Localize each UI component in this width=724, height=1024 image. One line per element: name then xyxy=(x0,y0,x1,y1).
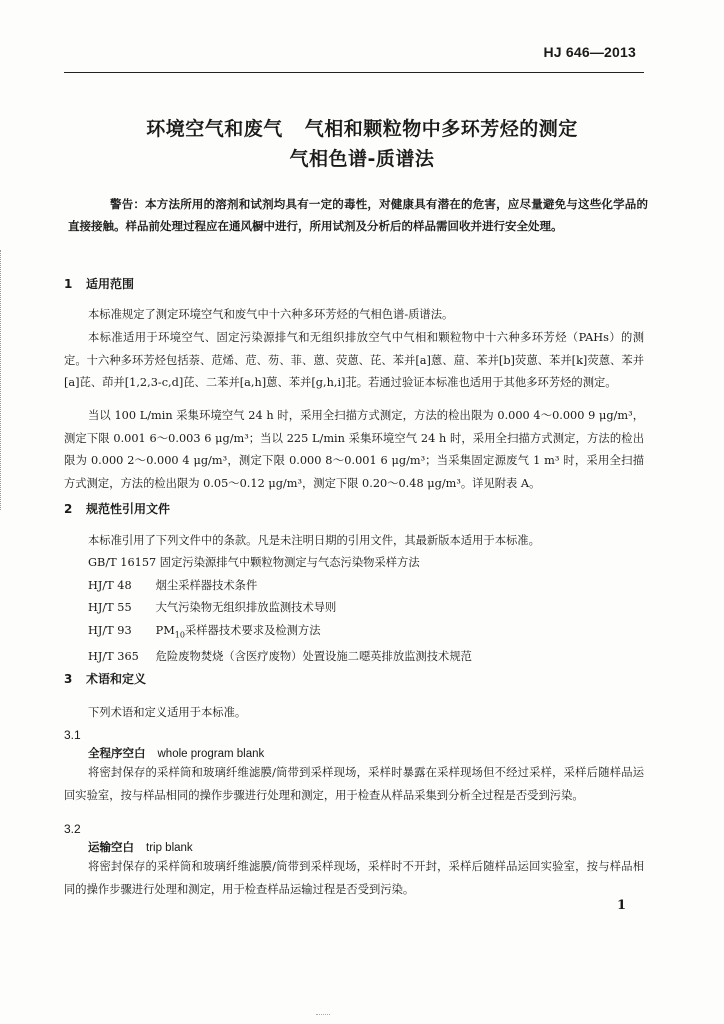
ref-code: HJ/T 365 xyxy=(88,650,139,664)
ref-code: GB/T 16157 xyxy=(88,556,157,569)
term-heading xyxy=(88,745,264,761)
section-heading-2 xyxy=(64,500,170,517)
section-number: 2 xyxy=(64,502,73,516)
section1-para2: 本标准适用于环境空气、固定污染源排气和无组织排放空气中气相和颗粒物中十六种多环芳烃（PAHs）的测定。十六种多环芳烃包括萘、苊烯、苊、芴、菲、蒽、荧蒽、芘、苯并[a]蒽、䓛、苯并[b]荧蒽、苯并[k]荧蒽、苯并[a]芘、茚并[1,2,3-c,d]芘、二苯并[a,h]蒽、苯并[g,h,i]苝。若通过验证本标准也适用于其他多环芳烃的测定。 xyxy=(64,331,644,389)
term-number: 3.1 xyxy=(64,728,81,742)
term-en: whole program blank xyxy=(157,748,265,760)
reference-list xyxy=(88,552,648,669)
ref-code: HJ/T 48 xyxy=(88,578,132,592)
reference-item xyxy=(88,597,648,620)
ref-code: HJ/T 93 xyxy=(88,623,132,637)
document-title-line2: 气相色谱-质谱法 xyxy=(289,148,435,170)
section-heading-1 xyxy=(64,275,134,292)
section3-intro: 下列术语和定义适用于本标准。 xyxy=(88,706,247,719)
ref-title: 大气污染物无组织排放监测技术导则 xyxy=(155,601,337,614)
section-title: 术语和定义 xyxy=(86,672,147,686)
header-rule xyxy=(64,72,644,73)
title-part-a: 环境空气和废气 xyxy=(146,118,283,140)
reference-item xyxy=(88,620,648,647)
term-definition: 将密封保存的采样筒和玻璃纤维滤膜/筒带到采样现场，采样时暴露在采样现场但不经过采样，采样后随样品运回实验室，按与样品相同的操作步骤进行处理和测定，用于检查从样品采集到分析全过程是否受到污染。 xyxy=(64,766,644,802)
page-number: 1 xyxy=(616,898,626,913)
reference-item xyxy=(88,552,648,575)
term-number: 3.2 xyxy=(64,822,81,836)
ref-title: $PM_{10}$采样器技术要求及检测方法 xyxy=(155,623,321,639)
reference-item xyxy=(88,646,648,669)
term-zh: 运输空白 xyxy=(88,840,134,854)
ref-code: HJ/T 55 xyxy=(88,601,132,614)
section2-intro: 本标准引用了下列文件中的条款。凡是未注明日期的引用文件，其最新版本适用于本标准。 xyxy=(88,534,540,547)
section1-para1: 本标准规定了测定环境空气和废气中十六种多环芳烃的气相色谱-质谱法。 xyxy=(88,308,454,321)
section-heading-3 xyxy=(64,670,146,687)
ref-title: 固定污染源排气中颗粒物测定与气态污染物采样方法 xyxy=(159,556,420,569)
section-number: 1 xyxy=(64,277,73,291)
term-definition: 将密封保存的采样筒和玻璃纤维滤膜/筒带到采样现场，采样时不开封，采样后随样品运回实验室，按与样品相同的操作步骤进行处理和测定，用于检查样品运输过程是否受到污染。 xyxy=(64,860,644,896)
term-zh: 全程序空白 xyxy=(88,746,146,760)
standard-number: HJ 646—2013 xyxy=(543,44,636,60)
section1-para3: 当以 100 L/min 采集环境空气 24 h 时，采用全扫描方式测定，方法的检出限为 0.000 4～0.000 9 μg/m³，测定下限 0.001 6～0.003 6 μg/m³；当以 225 L/min 采集环境空气 24 h 时，采用全扫描方式测定，方法的检出限为 0.000 2～0.000 4 μg/m³，测定下限 0.000 8～0.001 6 μg/m³；当采集固定源废气 1 m³ 时，采用全扫描方式测定，方法的检出限为 0.05～0.12 μg/m³，测定下限 0.20～0.48 μg/m³。详见附表 A。 xyxy=(64,409,644,490)
term-heading xyxy=(88,839,193,855)
title-part-b: 气相和颗粒物中多环芳烃的测定 xyxy=(304,118,578,140)
section-number: 3 xyxy=(64,672,73,686)
warning-notice: 警告：本方法所用的溶剂和试剂均具有一定的毒性，对健康具有潜在的危害，应尽量避免与这些化学品的直接接触。样品前处理过程应在通风橱中进行，所用试剂及分析后的样品需回收并进行安全处理。 xyxy=(68,197,648,233)
scan-dot-mark xyxy=(316,1008,330,1015)
scan-edge-mark xyxy=(0,250,7,510)
document-title-line1 xyxy=(0,114,724,141)
section-title: 规范性引用文件 xyxy=(86,502,171,516)
term-en: trip blank xyxy=(146,842,193,854)
section-title: 适用范围 xyxy=(86,277,135,291)
ref-title: 烟尘采样器技术条件 xyxy=(155,578,258,592)
ref-title: 危险废物焚烧（含医疗废物）处置设施二噁英排放监测技术规范 xyxy=(155,650,472,664)
reference-item xyxy=(88,575,648,598)
